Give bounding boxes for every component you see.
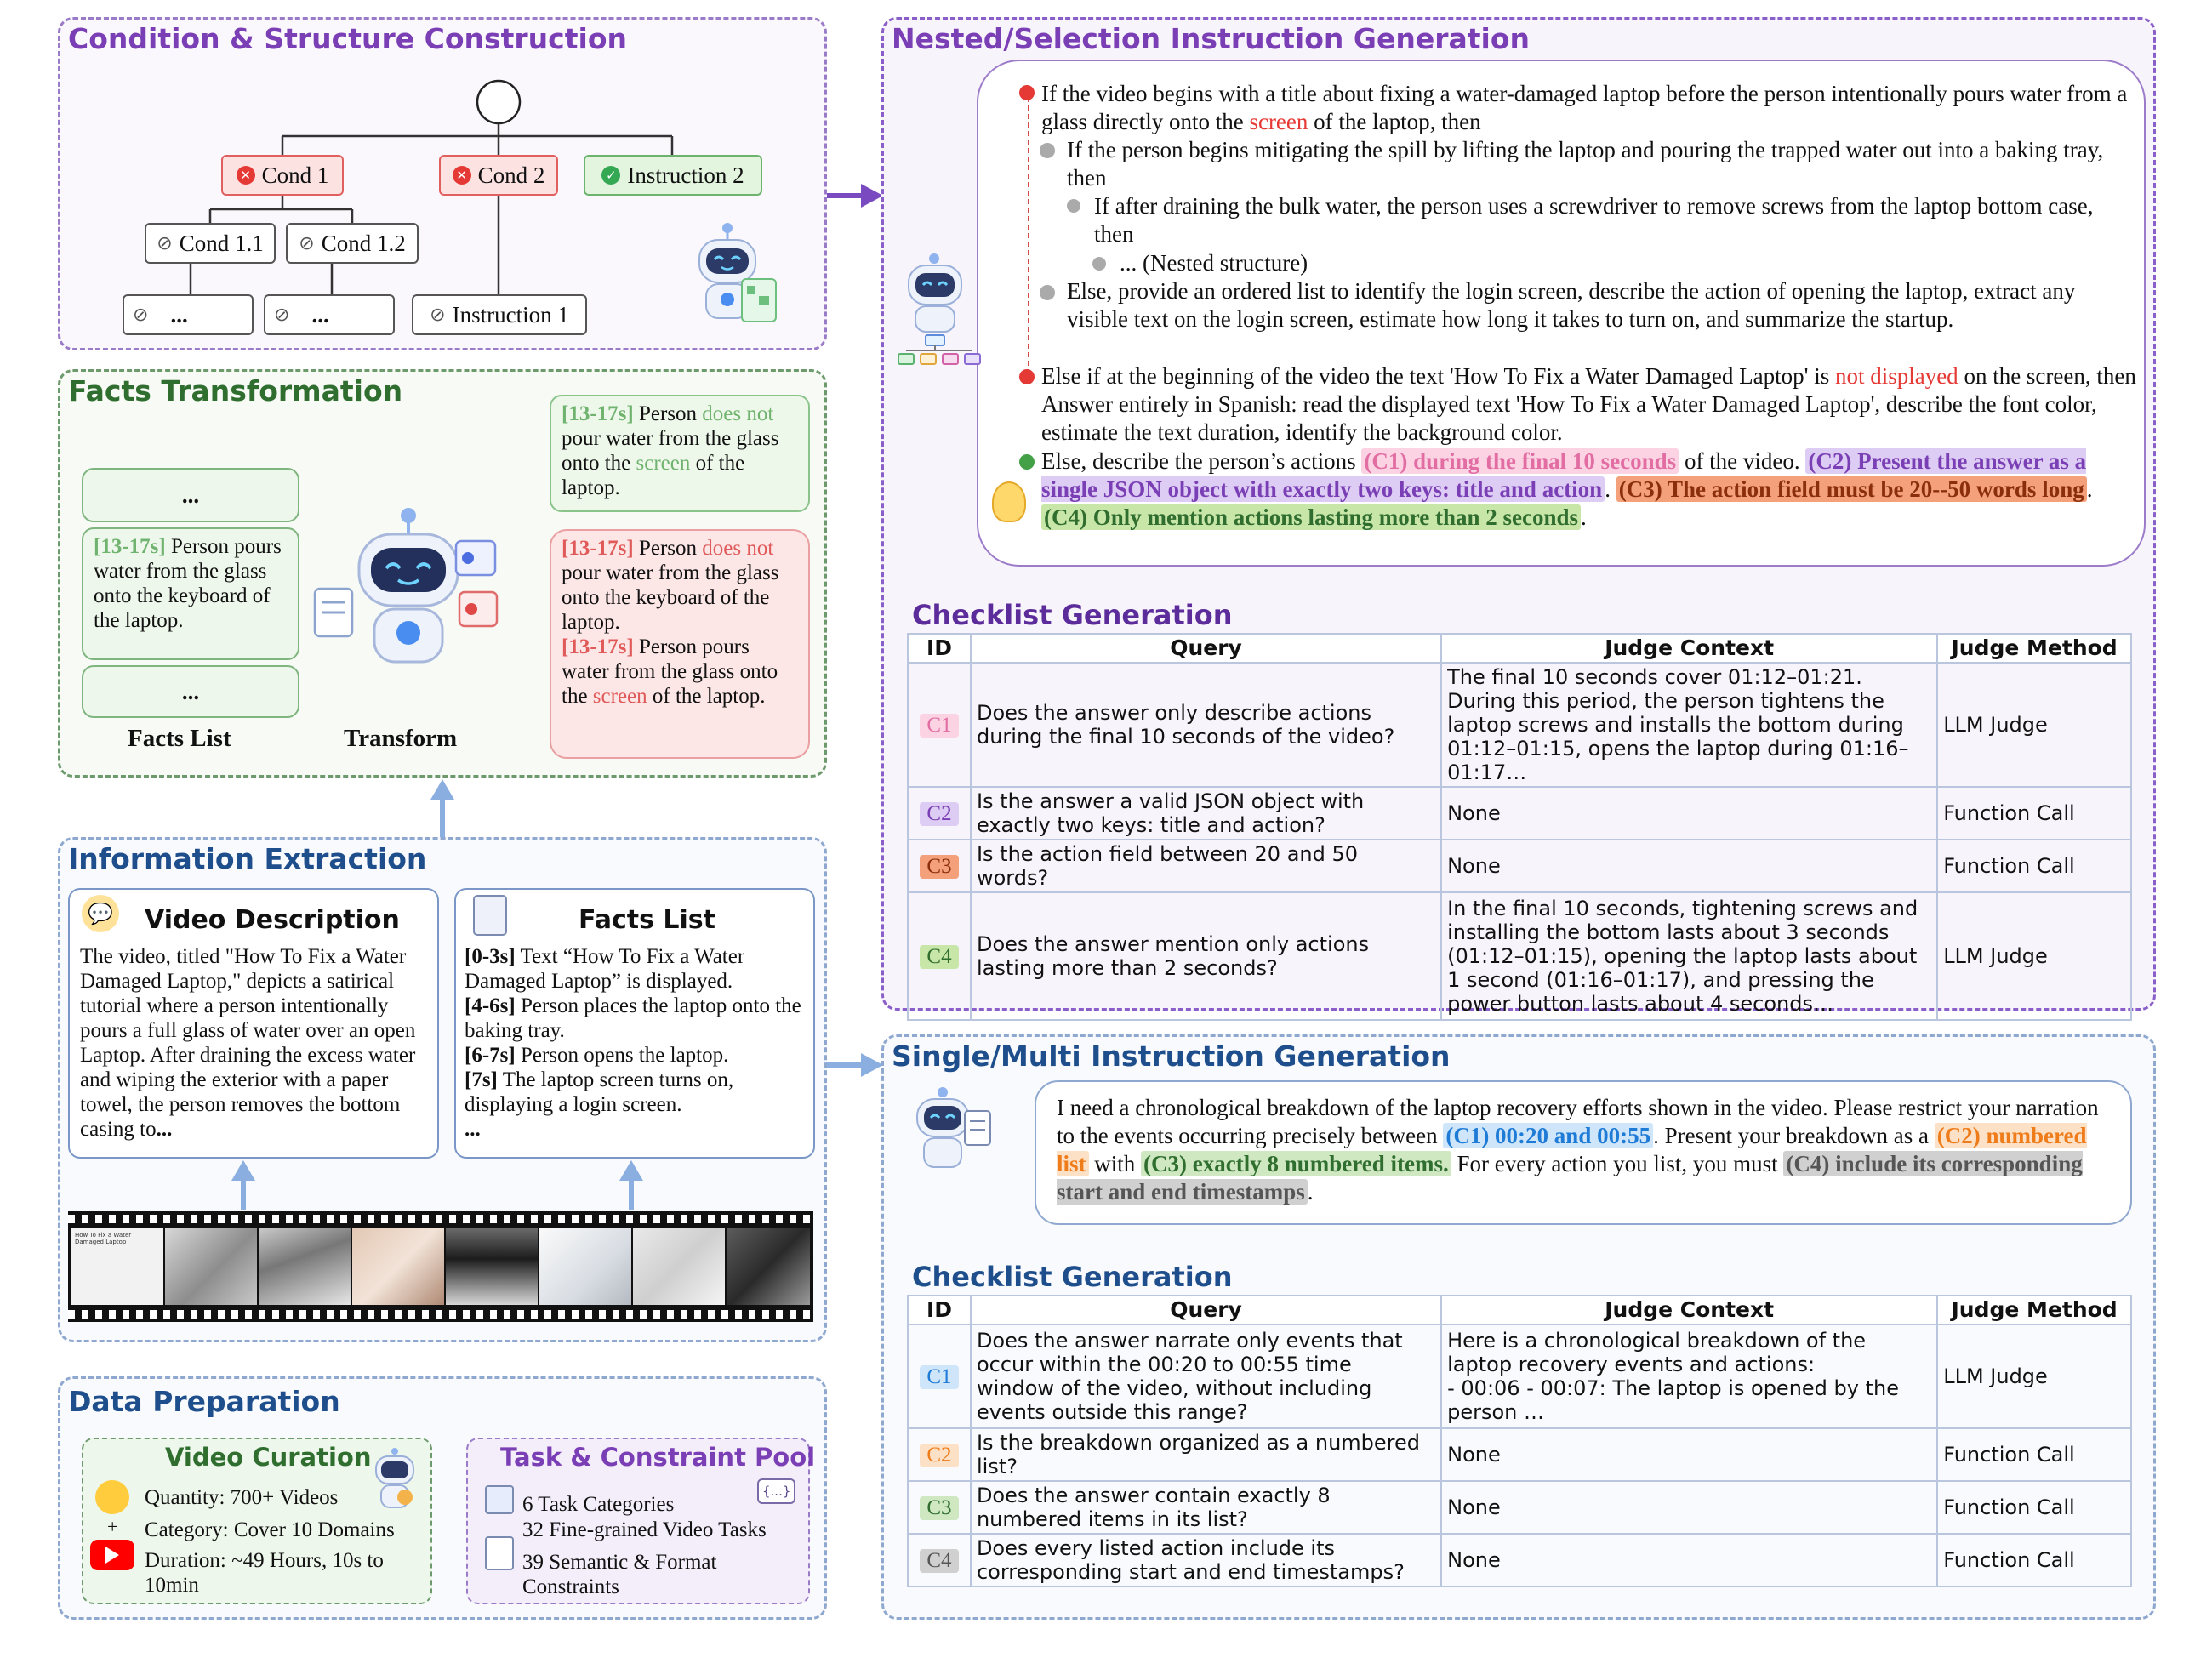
- constraint-c4: (C4) include its corresponding start and end timestamps: [1057, 1151, 2083, 1205]
- id-badge: C3: [920, 855, 958, 879]
- query-cell: Is the answer a valid JSON object with exactly two keys: title and action?: [971, 787, 1441, 840]
- table-row: [908, 663, 2131, 787]
- checklist1-title: Checklist Generation: [912, 599, 1233, 631]
- single-text: .: [1307, 1179, 1314, 1205]
- table-row: [908, 840, 2131, 892]
- frame-title: [71, 1228, 163, 1305]
- constraint-c2: (C2) numbered list: [1057, 1123, 2087, 1176]
- frame-hands: [352, 1228, 444, 1305]
- query-cell: Is the breakdown organized as a numbered list?: [971, 1428, 1441, 1481]
- fact-time: [0-3s]: [465, 945, 516, 968]
- id-badge: C1: [920, 714, 958, 738]
- fact-time: [6-7s]: [465, 1044, 516, 1067]
- id-badge: C4: [920, 1549, 958, 1573]
- frame-laptop-3: [446, 1228, 538, 1305]
- instruction1-label: Instruction 1: [452, 301, 569, 328]
- frame-laptop-2: [259, 1228, 351, 1305]
- id-cell: [908, 1481, 971, 1534]
- gray-bullet: [1067, 199, 1080, 213]
- fact-time: [7s]: [465, 1068, 498, 1091]
- robot-icon: [306, 504, 502, 674]
- clipboard-icon: [473, 895, 507, 936]
- fact-item: [465, 1043, 805, 1068]
- context-cell: None: [1441, 840, 1937, 892]
- query-cell: Does the answer contain exactly 8 numbered items in its list?: [971, 1481, 1441, 1534]
- id-cell: [908, 1324, 971, 1428]
- pool-item-3: 39 Semantic & Format Constraints: [522, 1551, 717, 1598]
- checklist2-title: Checklist Generation: [912, 1261, 1233, 1293]
- fact-text: Person pours water from the glass onto the keyboard of the laptop.: [94, 535, 282, 632]
- robot-icon: [892, 252, 985, 371]
- ellipsis: ...: [181, 482, 200, 508]
- id-badge: C3: [920, 1496, 958, 1520]
- nested-text: on the screen, then Answer entirely in Spanish: read the displayed text 'How To Fix a Water Damaged Laptop', describe the font color, estimate the text duration, identify the background color.: [1041, 363, 2136, 445]
- chat-bubble-icon: 💬: [82, 895, 119, 932]
- red-bullet: [1019, 369, 1035, 384]
- nested-text: Else if at the beginning of the video the text 'How To Fix a Water Damaged Laptop' is: [1041, 363, 1835, 389]
- duration-text: Duration: ~49 Hours, 10s to 10min: [145, 1549, 384, 1597]
- fact-highlight: does not: [702, 537, 774, 560]
- fact-green-card: [550, 395, 810, 512]
- fact-time: [4-6s]: [465, 994, 516, 1017]
- nested-title: Nested/Selection Instruction Generation: [892, 22, 1531, 55]
- table-header-row: [908, 1296, 2131, 1324]
- green-bullet: [1019, 454, 1035, 470]
- checklist-icon: [485, 1536, 514, 1570]
- plus-sign: +: [107, 1516, 118, 1537]
- table-row: [908, 892, 2131, 1020]
- cond11-node: [145, 223, 276, 264]
- blocked-icon: ⊘: [430, 304, 446, 326]
- nested-line-7: [1041, 447, 2139, 532]
- query-cell: Does the answer narrate only events that occur within the 00:20 to 00:55 time window of the video, without including events outside this range?: [971, 1324, 1441, 1428]
- facts-list-ellipsis-bottom: [82, 665, 299, 718]
- nested-text: Else, describe the person’s actions: [1041, 448, 1362, 474]
- method-cell: Function Call: [1937, 1534, 2131, 1586]
- fact-item: [465, 994, 805, 1043]
- description-more: ...: [156, 1118, 173, 1141]
- id-badge: C2: [920, 802, 958, 826]
- method-cell: Function Call: [1937, 840, 2131, 892]
- method-cell: LLM Judge: [1937, 663, 2131, 787]
- method-cell: Function Call: [1937, 787, 2131, 840]
- fact-text: Person pours water from the glass onto the: [562, 635, 778, 708]
- ellipsis-label: ...: [311, 301, 329, 328]
- fact-text: Person: [633, 402, 703, 425]
- constraint-c3: (C3) The action field must be 20--50 words long: [1616, 476, 2087, 502]
- fact-text: Person: [633, 537, 703, 560]
- header-query: Query: [971, 1296, 1441, 1324]
- play-icon: [105, 1547, 119, 1564]
- pool-item-1: 6 Task Categories: [522, 1493, 675, 1516]
- fact-highlight: screen: [592, 685, 647, 708]
- context-cell: Here is a chronological breakdown of the laptop recovery events and actions: - 00:06 - 00:07: The laptop is opened by the person …: [1441, 1324, 1937, 1428]
- nested-text: of the laptop, then: [1308, 109, 1481, 134]
- frame-towel: [539, 1228, 631, 1305]
- method-cell: Function Call: [1937, 1481, 2131, 1534]
- blocked-icon: ⊘: [274, 304, 290, 326]
- fact-time: [13-17s]: [562, 635, 634, 658]
- fact-text: of the laptop.: [562, 452, 745, 499]
- id-cell: [908, 663, 971, 787]
- frame-caption: How To Fix a Water Damaged Laptop: [75, 1232, 132, 1245]
- video-description-title: Video Description: [145, 905, 400, 935]
- id-badge: C1: [920, 1365, 958, 1389]
- single-text: with: [1088, 1151, 1142, 1176]
- film-perforation-bottom: [68, 1310, 813, 1319]
- cond12-label: Cond 1.2: [321, 230, 406, 256]
- right-arrow-purple: [827, 179, 887, 213]
- blocked-icon: ⊘: [133, 304, 149, 326]
- nested-line-6: [1041, 362, 2139, 447]
- header-context: Judge Context: [1441, 1296, 1937, 1324]
- id-cell: [908, 787, 971, 840]
- context-cell: None: [1441, 1481, 1937, 1534]
- video-icon: [485, 1485, 514, 1514]
- header-method: Judge Method: [1937, 634, 2131, 663]
- single-text: . Present your breakdown as a: [1653, 1123, 1935, 1148]
- up-arrow: [425, 778, 459, 837]
- facts-list-label: Facts List: [128, 725, 231, 752]
- nested-line-4: ... (Nested structure): [1120, 250, 1308, 276]
- header-context: Judge Context: [1441, 634, 1937, 663]
- ellipsis-label: ...: [170, 301, 188, 328]
- table-row: [908, 1481, 2131, 1534]
- table-header-row: [908, 634, 2131, 663]
- id-cell: [908, 1534, 971, 1586]
- instruction2-node: [584, 155, 762, 196]
- table-row: [908, 787, 2131, 840]
- query-cell: Is the action field between 20 and 50 words?: [971, 840, 1441, 892]
- constraint-c2: (C2) Present the answer as a single JSON object with exactly two keys: title and action: [1041, 448, 2087, 502]
- nested-line-5: Else, provide an ordered list to identify the login screen, describe the action of opening the laptop, extract any visible text on the login screen, estimate how long it takes to turn on, and summarize the startup.: [1067, 278, 2076, 332]
- category-text: Category: Cover 10 Domains: [145, 1518, 395, 1541]
- facts-list-item: [82, 527, 299, 660]
- youtube-icon: [90, 1540, 134, 1570]
- fact-text: pour water from the glass onto the keyboard of the laptop.: [562, 561, 779, 634]
- up-arrow: [614, 1159, 648, 1210]
- nested-text: .: [1605, 476, 1616, 502]
- pool-item-2: 32 Fine-grained Video Tasks: [522, 1518, 767, 1541]
- cond1-node: [221, 155, 344, 196]
- task-pool-title: Task & Constraint Pool: [500, 1443, 816, 1472]
- red-bullet: [1019, 85, 1035, 100]
- nested-text: of the video.: [1679, 448, 1806, 474]
- check-icon: ✓: [601, 166, 620, 185]
- nested-line-3: If after draining the bulk water, the person uses a screwdriver to remove screws from the laptop bottom case, then: [1094, 193, 2094, 247]
- robot-icon: [905, 1085, 999, 1179]
- instruction2-label: Instruction 2: [627, 162, 744, 188]
- checklist2-table: [907, 1295, 2132, 1587]
- query-cell: Does the answer mention only actions lasting more than 2 seconds?: [971, 892, 1441, 1020]
- id-cell: [908, 1428, 971, 1481]
- method-cell: LLM Judge: [1937, 1324, 2131, 1428]
- cross-icon: ✕: [237, 166, 255, 185]
- context-cell: None: [1441, 1534, 1937, 1586]
- single-instruction-bubble: [1035, 1080, 2132, 1225]
- header-method: Judge Method: [1937, 1296, 2131, 1324]
- single-text: For every action you list, you must: [1451, 1151, 1784, 1176]
- method-cell: LLM Judge: [1937, 892, 2131, 1020]
- fact-highlight: screen: [636, 452, 691, 475]
- ellipsis: ...: [181, 679, 200, 704]
- fact-text: The laptop screen turns on, displaying a login screen.: [465, 1068, 734, 1116]
- nested-line-1: [1041, 80, 2130, 136]
- frame-screwdriver: [727, 1228, 810, 1305]
- fact-text: Text “How To Fix a Water Damaged Laptop” is displayed.: [465, 945, 745, 993]
- method-cell: Function Call: [1937, 1428, 2131, 1481]
- nested-highlight: screen: [1249, 109, 1308, 134]
- query-cell: Does every listed action include its corresponding start and end timestamps?: [971, 1534, 1441, 1586]
- nested-highlight: not displayed: [1834, 363, 1958, 389]
- nested-text: If the video begins with a title about fixing a water-damaged laptop before the person intentionally pours water from a glass directly onto the: [1041, 81, 2128, 134]
- frame-laptop-1: [165, 1228, 257, 1305]
- nested-text: .: [2086, 476, 2093, 502]
- nested-line-2: If the person begins mitigating the spill by lifting the laptop and pouring the trapped water out into a baking tray, then: [1067, 137, 2104, 191]
- extraction-title: Information Extraction: [68, 842, 427, 875]
- cond1-label: Cond 1: [261, 162, 329, 188]
- fact-text: pour water from the glass onto the: [562, 427, 779, 475]
- table-row: [908, 1534, 2131, 1586]
- cross-icon: ✕: [453, 166, 471, 185]
- fact-time: [13-17s]: [562, 402, 634, 425]
- id-cell: [908, 892, 971, 1020]
- query-cell: Does the answer only describe actions during the final 10 seconds of the video?: [971, 663, 1441, 787]
- facts-list-title: Facts List: [579, 905, 716, 935]
- hugging-face-icon: [95, 1480, 129, 1514]
- context-cell: In the final 10 seconds, tightening screws and installing the bottom lasts about 3 seconds (01:12–01:15), opening the laptop lasts about 1 second (01:16–01:17), and pressing the power button lasts about 4 seconds…: [1441, 892, 1937, 1020]
- context-cell: The final 10 seconds cover 01:12–01:21. During this period, the person tightens the laptop screws and installs the bottom during 01:12–01:15, opens the laptop during 01:16–01:17…: [1441, 663, 1937, 787]
- constraint-c4: (C4) Only mention actions lasting more than 2 seconds: [1041, 504, 1581, 530]
- gray-bullet: [1040, 143, 1055, 158]
- fact-text: Person places the laptop onto the baking tray.: [465, 994, 801, 1042]
- facts-title: Facts Transformation: [68, 374, 403, 407]
- lightbulb-icon: [992, 481, 1026, 522]
- constraint-c1: (C1) during the final 10 seconds: [1361, 448, 1679, 474]
- blocked-icon: ⊘: [299, 232, 315, 254]
- braces-icon: {...}: [757, 1478, 795, 1504]
- film-strip: [68, 1211, 813, 1322]
- facts-list-ellipsis-top: [82, 468, 299, 522]
- header-id: ID: [908, 1296, 971, 1324]
- robot-icon: [681, 219, 783, 330]
- fact-item: [465, 944, 805, 994]
- context-cell: None: [1441, 1428, 1937, 1481]
- ellipsis-node-2: [264, 294, 395, 335]
- id-badge: C2: [920, 1444, 958, 1467]
- fact-text: Person opens the laptop.: [515, 1044, 729, 1067]
- fact-highlight: does not: [702, 402, 774, 425]
- robot-icon: [366, 1446, 425, 1514]
- ellipsis-node-1: [123, 294, 254, 335]
- instruction1-node: [412, 294, 587, 335]
- fact-item: [465, 1068, 805, 1117]
- up-arrow: [226, 1159, 260, 1210]
- cond12-node: [286, 223, 419, 264]
- cond2-node: [439, 155, 558, 196]
- table-row: [908, 1324, 2131, 1428]
- prep-title: Data Preparation: [68, 1385, 340, 1418]
- fact-text: of the laptop.: [647, 685, 766, 708]
- frame-case: [633, 1228, 725, 1305]
- cond11-label: Cond 1.1: [179, 230, 264, 256]
- constraint-c1: (C1) 00:20 and 00:55: [1443, 1123, 1653, 1148]
- film-perforation-top: [68, 1215, 813, 1223]
- transform-label: Transform: [344, 725, 458, 752]
- video-curation-title: Video Curation: [165, 1443, 372, 1472]
- fact-time: [13-17s]: [562, 537, 634, 560]
- single-title: Single/Multi Instruction Generation: [892, 1040, 1451, 1073]
- header-id: ID: [908, 634, 971, 663]
- gray-bullet: [1040, 285, 1055, 300]
- table-row: [908, 1428, 2131, 1481]
- header-query: Query: [971, 634, 1441, 663]
- constraint-c3: (C3) exactly 8 numbered items.: [1141, 1151, 1451, 1176]
- facts-more: ...: [465, 1118, 481, 1141]
- gray-bullet: [1092, 257, 1106, 271]
- blocked-icon: ⊘: [157, 232, 173, 254]
- structure-title: Condition & Structure Construction: [68, 22, 627, 55]
- fact-red-card: [550, 529, 810, 759]
- cond2-label: Cond 2: [477, 162, 545, 188]
- id-badge: C4: [920, 945, 958, 969]
- fact-time: [13-17s]: [94, 535, 166, 558]
- checklist1-table: [907, 633, 2132, 1021]
- right-arrow-blue: [827, 1048, 887, 1082]
- quantity-text: Quantity: 700+ Videos: [145, 1486, 339, 1509]
- nested-text: .: [1581, 504, 1587, 530]
- context-cell: None: [1441, 787, 1937, 840]
- single-text: I need a chronological breakdown of the laptop recovery efforts shown in the video. Please restrict your narration to the events occurring precisely between: [1057, 1095, 2099, 1148]
- description-text: The video, titled "How To Fix a Water Damaged Laptop," depicts a satirical tutorial where a person intentionally pours a full glass of water over an open Laptop. After draining the excess water and wiping the exterior with a paper towel, the person removes the bottom casing to: [80, 945, 416, 1141]
- id-cell: [908, 840, 971, 892]
- nested-dashed-line: [1028, 97, 1029, 374]
